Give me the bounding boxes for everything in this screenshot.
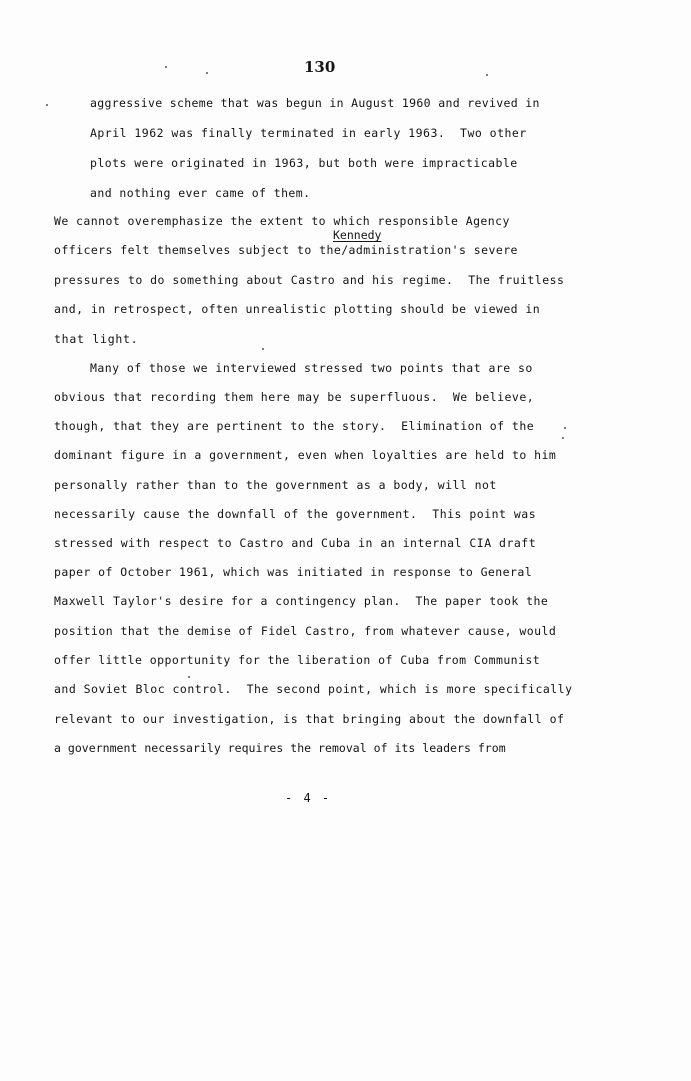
scan-speck xyxy=(564,427,566,429)
text-line: We cannot overemphasize the extent to which responsible Agency xyxy=(54,214,510,228)
scan-speck xyxy=(46,104,48,106)
text-line: stressed with respect to Castro and Cuba in an internal CIA draft xyxy=(54,536,537,550)
text-line: pressures to do something about Castro and his regime. The fruitless xyxy=(54,273,565,287)
text-line: necessarily cause the downfall of the government. This point was xyxy=(54,507,537,521)
text-line: paper of October 1961, which was initiated in response to General xyxy=(54,565,533,579)
text-line: Many of those we interviewed stressed two points that are so xyxy=(90,361,533,375)
text-line: officers felt themselves subject to the/administration's severe xyxy=(54,243,518,257)
footer-page-label: - 4 - xyxy=(285,791,332,805)
text-line: obvious that recording them here may be superfluous. We believe, xyxy=(54,390,535,404)
scan-speck xyxy=(188,676,190,678)
text-line: offer little opportunity for the liberation of Cuba from Communist xyxy=(54,653,541,667)
text-line: position that the demise of Fidel Castro, from whatever cause, would xyxy=(54,624,557,638)
scan-speck xyxy=(262,348,264,350)
text-line: personally rather than to the government as a body, will not xyxy=(54,478,497,492)
text-line: dominant figure in a government, even when loyalties are held to him xyxy=(54,448,557,462)
handwritten-insertion: Kennedy xyxy=(333,228,382,242)
scan-speck xyxy=(486,74,488,76)
text-line: April 1962 was finally terminated in early 1963. Two other xyxy=(90,126,527,140)
text-line: relevant to our investigation, is that bringing about the downfall of xyxy=(54,712,565,726)
text-line: a government necessarily requires the removal of its leaders from xyxy=(54,741,506,755)
text-line: Maxwell Taylor's desire for a contingency plan. The paper took the xyxy=(54,594,549,608)
text-line: though, that they are pertinent to the story. Elimination of the xyxy=(54,419,535,433)
scan-speck xyxy=(165,66,167,68)
text-line: plots were originated in 1963, but both were impracticable xyxy=(90,156,518,170)
scan-speck xyxy=(206,72,208,74)
text-line: and nothing ever came of them. xyxy=(90,186,311,200)
text-line: and, in retrospect, often unrealistic plotting should be viewed in xyxy=(54,302,541,316)
scan-speck xyxy=(562,437,564,439)
text-line: that light. xyxy=(54,332,139,346)
page-number: 130 xyxy=(304,58,336,76)
text-line: aggressive scheme that was begun in August 1960 and revived in xyxy=(90,96,540,110)
text-line: and Soviet Bloc control. The second point, which is more specifically xyxy=(54,682,573,696)
